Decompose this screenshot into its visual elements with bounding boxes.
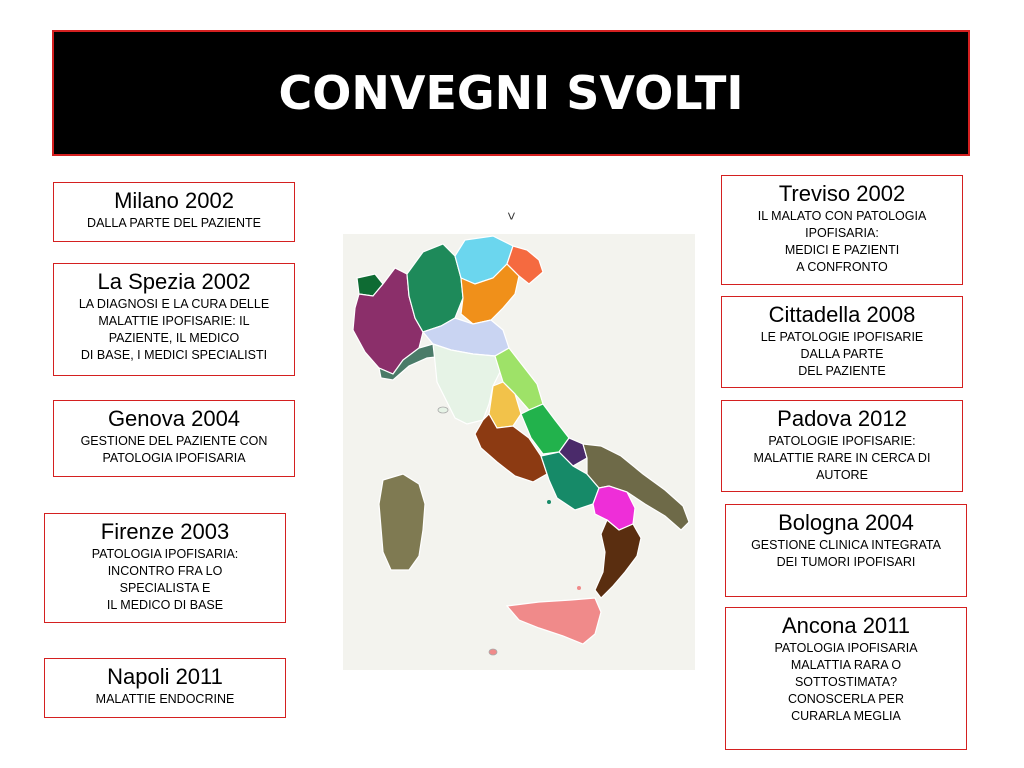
card-ancona [725,607,967,750]
card-city: La Spezia 2002 [97,269,251,294]
card-desc: IL MALATO CON PATOLOGIA IPOFISARIA: MEDICI E PAZIENTI A CONFRONTO [757,209,927,274]
title-bar [52,30,970,156]
card-desc: GESTIONE DEL PAZIENTE CON PATOLOGIA IPOFISARIA [80,434,268,465]
stray-mark: < [503,211,520,221]
card-genova [53,400,295,477]
region-sicilia [507,598,601,644]
card-desc: GESTIONE CLINICA INTEGRATA DEI TUMORI IPOFISARI [751,538,941,569]
page-title: CONVEGNI SVOLTI [278,66,744,120]
italy-map [343,234,695,670]
card-city: Milano 2002 [114,188,234,213]
island-eolie [577,586,581,590]
card-desc: PATOLOGIA IPOFISARIA: INCONTRO FRA LO SPECIALISTA E IL MEDICO DI BASE [91,547,239,612]
card-firenze [44,513,286,623]
region-calabria [595,520,641,598]
italy-map-svg [343,234,695,670]
card-city: Napoli 2011 [107,664,223,689]
card-city: Bologna 2004 [778,510,914,535]
island-lampedusa [489,649,497,655]
card-desc: DALLA PARTE DEL PAZIENTE [87,216,261,230]
card-treviso [721,175,963,285]
card-desc: MALATTIE ENDOCRINE [95,692,235,706]
region-puglia [583,444,689,530]
card-bologna [725,504,967,597]
island-elba [438,407,448,413]
card-desc: LA DIAGNOSI E LA CURA DELLE MALATTIE IPOFISARIE: IL PAZIENTE, IL MEDICO DI BASE, I MEDICI SPECIALISTI [78,297,270,362]
card-city: Genova 2004 [107,406,241,431]
card-napoli [44,658,286,718]
card-desc: PATOLOGIE IPOFISARIE: MALATTIE RARE IN CERCA DI AUTORE [753,434,931,482]
card-desc: PATOLOGIA IPOFISARIA MALATTIA RARA O SOTTOSTIMATA? CONOSCERLA PER CURARLA MEGLIA [774,641,918,723]
card-la-spezia [53,263,295,376]
card-city: Ancona 2011 [781,613,911,638]
region-sardegna [379,474,425,570]
card-city: Padova 2012 [777,406,907,431]
card-desc: LE PATOLOGIE IPOFISARIE DALLA PARTE DEL PAZIENTE [760,330,924,378]
card-padova [721,400,963,492]
card-city: Cittadella 2008 [768,302,916,327]
card-cittadella [721,296,963,388]
card-city: Firenze 2003 [100,519,230,544]
island-capri [547,500,551,504]
card-city: Treviso 2002 [778,181,906,206]
card-milano [53,182,295,242]
